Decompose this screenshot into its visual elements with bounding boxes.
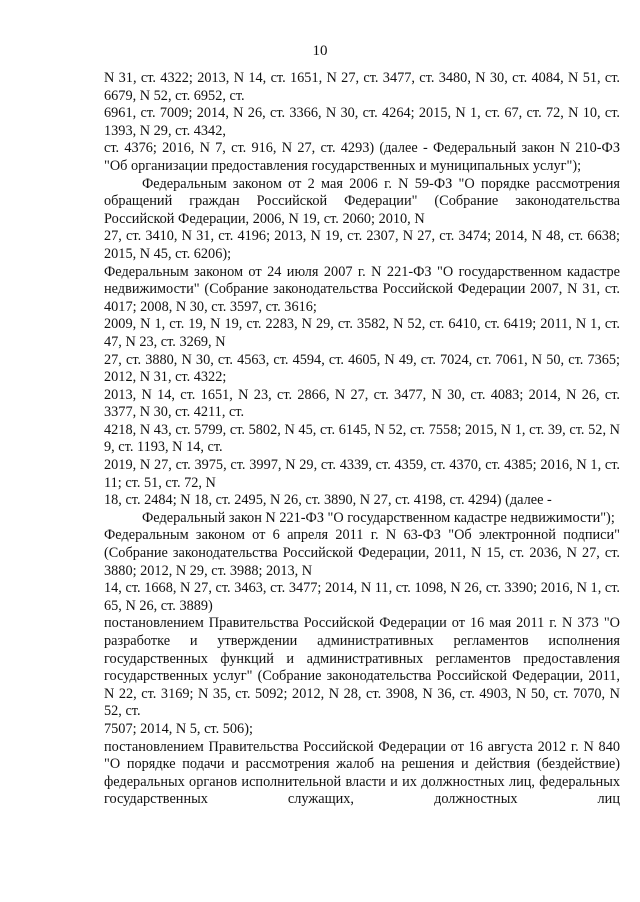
paragraph-8: 27, ст. 3880, N 30, ст. 4563, ст. 4594, ст. 4605, N 49, ст. 7024, ст. 7061, N 50, ст. 7365; 2012, N 31, ст. 4322;: [104, 351, 620, 386]
paragraph-9: 2013, N 14, ст. 1651, N 23, ст. 2866, N 27, ст. 3477, N 30, ст. 4083; 2014, N 26, ст. 3377, N 30, ст. 4211, ст.: [104, 386, 620, 421]
paragraph-15: 14, ст. 1668, N 27, ст. 3463, ст. 3477; 2014, N 11, ст. 1098, N 26, ст. 3390; 2016, N 1, ст. 65, N 26, ст. 3889): [104, 580, 620, 614]
paragraph-10: 4218, N 43, ст. 5799, ст. 5802, N 45, ст. 6145, N 52, ст. 7558; 2015, N 1, ст. 39, ст. 52, N 9, ст. 1193, N 14, ст.: [104, 421, 620, 456]
paragraph-6: Федеральным законом от 24 июля 2007 г. N 221-ФЗ "О государственном кадастре недвижимости" (Собрание законодательства Российской Федерации 2007, N 31, ст. 4017; 2008, N 30, ст. 3597, ст. 3616;: [104, 263, 620, 315]
paragraph-2: 6961, ст. 7009; 2014, N 26, ст. 3366, N 30, ст. 4264; 2015, N 1, ст. 67, ст. 72, N 10, ст. 1393, N 29, ст. 4342,: [104, 105, 620, 139]
document-body: [104, 70, 620, 809]
page-number: 10: [312, 43, 328, 59]
paragraph-18: постановлением Правительства Российской Федерации от 16 августа 2012 г. N 840 "О порядке подачи и рассмотрения жалоб на решения и действия (бездействие) федеральных органов исполнительной власти и их должностных лиц, федеральных государственных служащих, должностных лиц: [104, 738, 620, 808]
paragraph-12: 18, ст. 2484; N 18, ст. 2495, N 26, ст. 3890, N 27, ст. 4198, ст. 4294) (далее -: [104, 492, 552, 509]
paragraph-11: 2019, N 27, ст. 3975, ст. 3997, N 29, ст. 4339, ст. 4359, ст. 4370, ст. 4385; 2016, N 1, ст. 11; ст. 51, ст. 72, N: [104, 457, 620, 491]
paragraph-14: Федеральным законом от 6 апреля 2011 г. N 63-ФЗ "Об электронной подписи" (Собрание законодательства Российской Федерации, 2011, N 15, ст. 2036, N 27, ст. 3880; 2012, N 29, ст. 3988; 2013, N: [104, 527, 620, 579]
paragraph-17: 7507; 2014, N 5, ст. 506);: [104, 720, 253, 737]
paragraph-3: ст. 4376; 2016, N 7, ст. 916, N 27, ст. 4293) (далее - Федеральный закон N 210-ФЗ "Об организации предоставления государственных и муниципальных услуг");: [104, 140, 620, 174]
paragraph-13: Федеральный закон N 221-ФЗ "О государственном кадастре недвижимости");: [142, 509, 615, 526]
paragraph-7: 2009, N 1, ст. 19, N 19, ст. 2283, N 29, ст. 3582, N 52, ст. 6410, ст. 6419; 2011, N 1, ст. 47, N 23, ст. 3269, N: [104, 316, 620, 350]
paragraph-4: Федеральным законом от 2 мая 2006 г. N 59-ФЗ "О порядке рассмотрения обращений граждан Российской Федерации" (Собрание законодательства Российской Федерации, 2006, N 19, ст. 2060; 2010, N: [104, 175, 620, 227]
paragraph-1: N 31, ст. 4322; 2013, N 14, ст. 1651, N 27, ст. 3477, ст. 3480, N 30, ст. 4084, N 51, ст. 6679, N 52, ст. 6952, ст.: [104, 70, 620, 104]
paragraph-5: 27, ст. 3410, N 31, ст. 4196; 2013, N 19, ст. 2307, N 27, ст. 3474; 2014, N 48, ст. 6638; 2015, N 45, ст. 6206);: [104, 228, 620, 262]
paragraph-16: постановлением Правительства Российской Федерации от 16 мая 2011 г. N 373 "О разработке и утверждении административных регламентов исполнения государственных функций и административных регламентов предоставления государственных услуг" (Собрание законодательства Российской Федерации, 2011, N 22, ст. 3169; N 35, ст. 5092; 2012, N 28, ст. 3908, N 36, ст. 4903, N 50, ст. 7070, N 52, ст.: [104, 615, 620, 720]
